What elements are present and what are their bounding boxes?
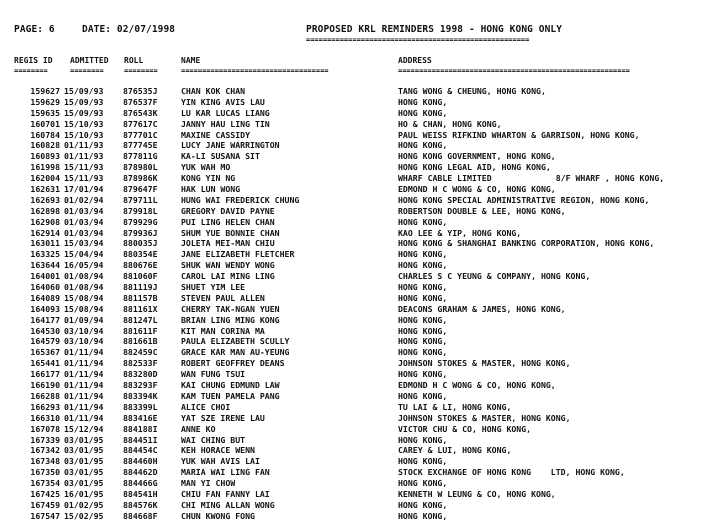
roll-cell: 877811G — [123, 151, 158, 162]
name-cell: JOLETA MEI-MAN CHIU — [181, 238, 275, 249]
column-header-address: ADDRESS — [398, 56, 432, 65]
address-cell: WHARF CABLE LIMITED 8/F WHARF , HONG KONG, — [398, 173, 665, 184]
table-row — [0, 108, 726, 119]
table-row — [0, 130, 726, 141]
table-row — [0, 293, 726, 304]
name-cell: BRIAN LING MING KONG — [181, 314, 280, 325]
name-cell: LU KAR LUCAS LIANG — [181, 107, 270, 118]
name-cell: CHI MING ALLAN WONG — [181, 499, 275, 510]
regis-id-cell: 166310 — [30, 412, 60, 423]
header-underline: ======================================================= — [398, 68, 630, 75]
table-row — [0, 489, 726, 500]
table-row — [0, 260, 726, 271]
table-row — [0, 500, 726, 511]
table-row — [0, 238, 726, 249]
admitted-cell: 03/01/95 — [64, 478, 104, 489]
admitted-cell: 15/11/93 — [64, 162, 104, 173]
admitted-cell: 01/11/94 — [64, 358, 104, 369]
address-cell: HONG KONG, — [398, 456, 448, 467]
name-cell: LUCY JANE WARRINGTON — [181, 140, 280, 151]
name-cell: MAN YI CHOW — [181, 478, 236, 489]
regis-id-cell: 164093 — [30, 303, 60, 314]
regis-id-cell: 167078 — [30, 423, 60, 434]
column-header-name: NAME — [181, 56, 201, 65]
admitted-cell: 15/10/93 — [64, 118, 104, 129]
name-cell: ROBERT GEOFFREY DEANS — [181, 358, 285, 369]
table-row — [0, 140, 726, 151]
roll-cell: 883416E — [123, 412, 158, 423]
name-cell: SHUET YIM LEE — [181, 282, 246, 293]
address-cell: HONG KONG, — [398, 434, 448, 445]
address-cell: KENNETH W LEUNG & CO, HONG KONG, — [398, 488, 556, 499]
regis-id-cell: 162898 — [30, 205, 60, 216]
admitted-cell: 03/01/95 — [64, 456, 104, 467]
regis-id-cell: 164530 — [30, 325, 60, 336]
name-cell: SHUM YUE BONNIE CHAN — [181, 227, 280, 238]
roll-cell: 876535J — [123, 86, 158, 96]
address-cell: HONG KONG, — [398, 292, 448, 303]
address-cell: HONG KONG SPECIAL ADMINISTRATIVE REGION, HONG KONG, — [398, 194, 650, 205]
address-cell: HONG KONG, — [398, 216, 448, 227]
regis-id-cell: 163644 — [30, 260, 60, 271]
address-cell: HO & CHAN, HONG KONG, — [398, 118, 502, 129]
address-cell: KAO LEE & YIP, HONG KONG, — [398, 227, 522, 238]
regis-id-cell: 167342 — [30, 445, 60, 456]
regis-id-cell: 167459 — [30, 499, 60, 510]
name-cell: KONG YIN NG — [181, 173, 236, 184]
name-cell: YIN KING AVIS LAU — [181, 96, 265, 107]
regis-id-cell: 164089 — [30, 292, 60, 303]
name-cell: CHUN KWONG FONG — [181, 510, 255, 521]
roll-cell: 880035J — [123, 238, 158, 249]
table-row — [0, 271, 726, 282]
name-cell: KEH HORACE WENN — [181, 445, 255, 456]
table-row — [0, 249, 726, 260]
address-cell: HONG KONG LEGAL AID, HONG KONG, — [398, 162, 551, 173]
regis-id-cell: 165367 — [30, 347, 60, 358]
admitted-cell: 15/02/95 — [64, 510, 104, 521]
name-cell: WAN FUNG TSUI — [181, 369, 246, 380]
regis-id-cell: 167348 — [30, 456, 60, 467]
table-row — [0, 162, 726, 173]
name-cell: PUI LING HELEN CHAN — [181, 216, 275, 227]
table-row — [0, 347, 726, 358]
roll-cell: 884451I — [123, 434, 158, 445]
table-row — [0, 467, 726, 478]
address-cell: HONG KONG, — [398, 325, 448, 336]
regis-id-cell: 164177 — [30, 314, 60, 325]
regis-id-cell: 165441 — [30, 358, 60, 369]
roll-cell: 880354E — [123, 249, 158, 260]
admitted-cell: 03/10/94 — [64, 325, 104, 336]
table-row — [0, 151, 726, 162]
address-cell: VICTOR CHU & CO, HONG KONG, — [398, 423, 532, 434]
address-cell: HONG KONG, — [398, 347, 448, 358]
regis-id-cell: 160784 — [30, 129, 60, 140]
regis-id-cell: 167350 — [30, 467, 60, 478]
header-underline: =================================== — [181, 68, 329, 75]
admitted-cell: 01/02/95 — [64, 499, 104, 510]
admitted-cell: 01/11/93 — [64, 140, 104, 151]
regis-id-cell: 166288 — [30, 390, 60, 401]
roll-cell: 883293F — [123, 380, 158, 391]
regis-id-cell: 160893 — [30, 151, 60, 162]
roll-cell: 884668F — [123, 510, 158, 521]
header-underline: ======== — [70, 68, 104, 75]
column-header-admitted: ADMITTED — [70, 56, 109, 65]
admitted-cell: 15/08/94 — [64, 303, 104, 314]
regis-id-cell: 162914 — [30, 227, 60, 238]
name-cell: CHIU FAN FANNY LAI — [181, 488, 270, 499]
admitted-cell: 01/11/94 — [64, 380, 104, 391]
address-cell: HONG KONG, — [398, 314, 448, 325]
table-row — [0, 478, 726, 489]
roll-cell: 881119J — [123, 282, 158, 293]
table-row — [0, 424, 726, 435]
address-cell: CHARLES S C YEUNG & COMPANY, HONG KONG, — [398, 271, 591, 282]
roll-cell: 881611F — [123, 325, 158, 336]
address-cell: HONG KONG, — [398, 499, 448, 510]
admitted-cell: 03/01/95 — [64, 434, 104, 445]
roll-cell: 884466G — [123, 478, 158, 489]
regis-id-cell: 166190 — [30, 380, 60, 391]
admitted-cell: 01/11/93 — [64, 151, 104, 162]
table-row — [0, 195, 726, 206]
address-cell: JOHNSON STOKES & MASTER, HONG KONG, — [398, 412, 571, 423]
admitted-cell: 01/02/94 — [64, 194, 104, 205]
roll-cell: 882533F — [123, 358, 158, 369]
roll-cell: 881161X — [123, 303, 158, 314]
name-cell: YUK WAH MO — [181, 162, 231, 173]
roll-cell: 881157B — [123, 292, 158, 303]
name-cell: STEVEN PAUL ALLEN — [181, 292, 265, 303]
admitted-cell: 15/11/93 — [64, 173, 104, 184]
admitted-cell: 17/01/94 — [64, 184, 104, 195]
regis-id-cell: 159629 — [30, 96, 60, 107]
table-row — [0, 304, 726, 315]
name-cell: CAROL LAI MING LING — [181, 271, 275, 282]
regis-id-cell: 162908 — [30, 216, 60, 227]
regis-id-cell: 167547 — [30, 510, 60, 521]
admitted-cell: 15/10/93 — [64, 129, 104, 140]
name-cell: KAI CHUNG EDMUND LAW — [181, 380, 280, 391]
address-cell: HONG KONG, — [398, 249, 448, 260]
roll-cell: 884576K — [123, 499, 158, 510]
table-row — [0, 380, 726, 391]
name-cell: ANNE KO — [181, 423, 216, 434]
address-cell: DEACONS GRAHAM & JAMES, HONG KONG, — [398, 303, 566, 314]
regis-id-cell: 167425 — [30, 488, 60, 499]
table-row — [0, 282, 726, 293]
table-row — [0, 184, 726, 195]
name-cell: YUK WAH AVIS LAI — [181, 456, 260, 467]
admitted-cell: 03/10/94 — [64, 336, 104, 347]
roll-cell: 879918L — [123, 205, 158, 216]
roll-cell: 881661B — [123, 336, 158, 347]
regis-id-cell: 162631 — [30, 184, 60, 195]
roll-cell: 876543K — [123, 107, 158, 118]
name-cell: SHUK WAN WENDY WONG — [181, 260, 275, 271]
regis-id-cell: 166177 — [30, 369, 60, 380]
address-cell: HONG KONG, — [398, 140, 448, 151]
table-row — [0, 173, 726, 184]
admitted-cell: 15/08/94 — [64, 292, 104, 303]
table-row — [0, 217, 726, 228]
admitted-cell: 03/01/95 — [64, 445, 104, 456]
header-underline: ======== — [124, 68, 158, 75]
address-cell: HONG KONG, — [398, 390, 448, 401]
address-cell: HONG KONG & SHANGHAI BANKING CORPORATION, HONG KONG, — [398, 238, 655, 249]
table-row — [0, 456, 726, 467]
address-cell: HONG KONG, — [398, 96, 448, 107]
admitted-cell: 01/11/94 — [64, 412, 104, 423]
admitted-cell: 01/08/94 — [64, 271, 104, 282]
name-cell: GREGORY DAVID PAYNE — [181, 205, 275, 216]
name-cell: CHERRY TAK-NGAN YUEN — [181, 303, 280, 314]
roll-cell: 883394K — [123, 390, 158, 401]
roll-cell: 883280D — [123, 369, 158, 380]
table-row — [0, 435, 726, 446]
name-cell: MAXINE CASSIDY — [181, 129, 251, 140]
name-cell: KIT MAN CORINA MA — [181, 325, 265, 336]
address-cell: HONG KONG, — [398, 336, 448, 347]
name-cell: ALICE CHOI — [181, 401, 231, 412]
address-cell: HONG KONG GOVERNMENT, HONG KONG, — [398, 151, 556, 162]
address-cell: TANG WONG & CHEUNG, HONG KONG, — [398, 86, 546, 96]
admitted-cell: 15/03/94 — [64, 238, 104, 249]
roll-cell: 877745E — [123, 140, 158, 151]
admitted-cell: 01/11/94 — [64, 390, 104, 401]
admitted-cell: 01/08/94 — [64, 282, 104, 293]
report-title: PROPOSED KRL REMINDERS 1998 - HONG KONG ONLY — [306, 24, 563, 35]
header-underline: ======== — [14, 68, 48, 75]
regis-id-cell: 167339 — [30, 434, 60, 445]
regis-id-cell: 167354 — [30, 478, 60, 489]
address-cell: CAREY & LUI, HONG KONG, — [398, 445, 512, 456]
admitted-cell: 01/11/94 — [64, 401, 104, 412]
table-row — [0, 391, 726, 402]
regis-id-cell: 164060 — [30, 282, 60, 293]
admitted-cell: 01/03/94 — [64, 227, 104, 238]
address-cell: STOCK EXCHANGE OF HONG KONG LTD, HONG KONG, — [398, 467, 625, 478]
roll-cell: 876537F — [123, 96, 158, 107]
register-table — [0, 86, 726, 522]
admitted-cell: 15/04/94 — [64, 249, 104, 260]
name-cell: HAK LUN WONG — [181, 184, 241, 195]
name-cell: JANNY HAU LING TIN — [181, 118, 270, 129]
roll-cell: 884460H — [123, 456, 158, 467]
address-cell: JOHNSON STOKES & MASTER, HONG KONG, — [398, 358, 571, 369]
admitted-cell: 15/09/93 — [64, 96, 104, 107]
address-cell: ROBERTSON DOUBLE & LEE, HONG KONG, — [398, 205, 566, 216]
table-row — [0, 315, 726, 326]
roll-cell: 881247L — [123, 314, 158, 325]
address-cell: HONG KONG, — [398, 282, 448, 293]
roll-cell: 884454C — [123, 445, 158, 456]
name-cell: GRACE KAR MAN AU-YEUNG — [181, 347, 290, 358]
address-cell: HONG KONG, — [398, 107, 448, 118]
roll-cell: 881060F — [123, 271, 158, 282]
address-cell: PAUL WEISS RIFKIND WHARTON & GARRISON, HONG KONG, — [398, 129, 640, 140]
title-underline: ===================================================== — [306, 37, 530, 44]
table-row — [0, 97, 726, 108]
name-cell: WAI CHING BUT — [181, 434, 246, 445]
report-date: DATE: 02/07/1998 — [82, 24, 176, 35]
table-row — [0, 86, 726, 97]
address-cell: EDMOND H C WONG & CO, HONG KONG, — [398, 184, 556, 195]
regis-id-cell: 163011 — [30, 238, 60, 249]
table-row — [0, 369, 726, 380]
roll-cell: 877617C — [123, 118, 158, 129]
admitted-cell: 01/11/94 — [64, 369, 104, 380]
roll-cell: 878980L — [123, 162, 158, 173]
table-row — [0, 326, 726, 337]
page-number: PAGE: 6 — [14, 24, 55, 35]
admitted-cell: 15/09/93 — [64, 107, 104, 118]
table-row — [0, 402, 726, 413]
roll-cell: 879936J — [123, 227, 158, 238]
regis-id-cell: 161998 — [30, 162, 60, 173]
admitted-cell: 15/09/93 — [64, 86, 104, 96]
roll-cell: 879647F — [123, 184, 158, 195]
table-row — [0, 511, 726, 522]
regis-id-cell: 164579 — [30, 336, 60, 347]
admitted-cell: 01/09/94 — [64, 314, 104, 325]
column-header-regis-id: REGIS ID — [14, 56, 53, 65]
name-cell: HUNG WAI FREDERICK CHUNG — [181, 194, 300, 205]
name-cell: CHAN KOK CHAN — [181, 86, 246, 96]
admitted-cell: 16/05/94 — [64, 260, 104, 271]
admitted-cell: 16/01/95 — [64, 488, 104, 499]
regis-id-cell: 159635 — [30, 107, 60, 118]
roll-cell: 879711L — [123, 194, 158, 205]
roll-cell: 884541H — [123, 488, 158, 499]
regis-id-cell: 162004 — [30, 173, 60, 184]
admitted-cell: 01/11/94 — [64, 347, 104, 358]
address-cell: TU LAI & LI, HONG KONG, — [398, 401, 512, 412]
name-cell: MARIA WAI LING FAN — [181, 467, 270, 478]
name-cell: YAT SZE IRENE LAU — [181, 412, 265, 423]
regis-id-cell: 160828 — [30, 140, 60, 151]
name-cell: KAM TUEN PAMELA PANG — [181, 390, 280, 401]
regis-id-cell: 166293 — [30, 401, 60, 412]
table-row — [0, 206, 726, 217]
address-cell: EDMOND H C WONG & CO, HONG KONG, — [398, 380, 556, 391]
regis-id-cell: 159627 — [30, 86, 60, 96]
column-header-roll: ROLL — [124, 56, 144, 65]
roll-cell: 884188I — [123, 423, 158, 434]
admitted-cell: 03/01/95 — [64, 467, 104, 478]
roll-cell: 882459C — [123, 347, 158, 358]
roll-cell: 884462D — [123, 467, 158, 478]
roll-cell: 883399L — [123, 401, 158, 412]
table-row — [0, 413, 726, 424]
address-cell: HONG KONG, — [398, 369, 448, 380]
admitted-cell: 01/03/94 — [64, 216, 104, 227]
regis-id-cell: 163325 — [30, 249, 60, 260]
regis-id-cell: 160701 — [30, 118, 60, 129]
roll-cell: 877701C — [123, 129, 158, 140]
admitted-cell: 15/12/94 — [64, 423, 104, 434]
name-cell: JANE ELIZABETH FLETCHER — [181, 249, 295, 260]
roll-cell: 878986K — [123, 173, 158, 184]
name-cell: PAULA ELIZABETH SCULLY — [181, 336, 290, 347]
table-row — [0, 119, 726, 130]
address-cell: HONG KONG, — [398, 510, 448, 521]
roll-cell: 880676E — [123, 260, 158, 271]
roll-cell: 879929G — [123, 216, 158, 227]
name-cell: KA-LI SUSANA SIT — [181, 151, 260, 162]
table-row — [0, 228, 726, 239]
address-cell: HONG KONG, — [398, 260, 448, 271]
table-row — [0, 358, 726, 369]
admitted-cell: 01/03/94 — [64, 205, 104, 216]
table-row — [0, 336, 726, 347]
regis-id-cell: 164001 — [30, 271, 60, 282]
address-cell: HONG KONG, — [398, 478, 448, 489]
regis-id-cell: 162693 — [30, 194, 60, 205]
table-row — [0, 445, 726, 456]
